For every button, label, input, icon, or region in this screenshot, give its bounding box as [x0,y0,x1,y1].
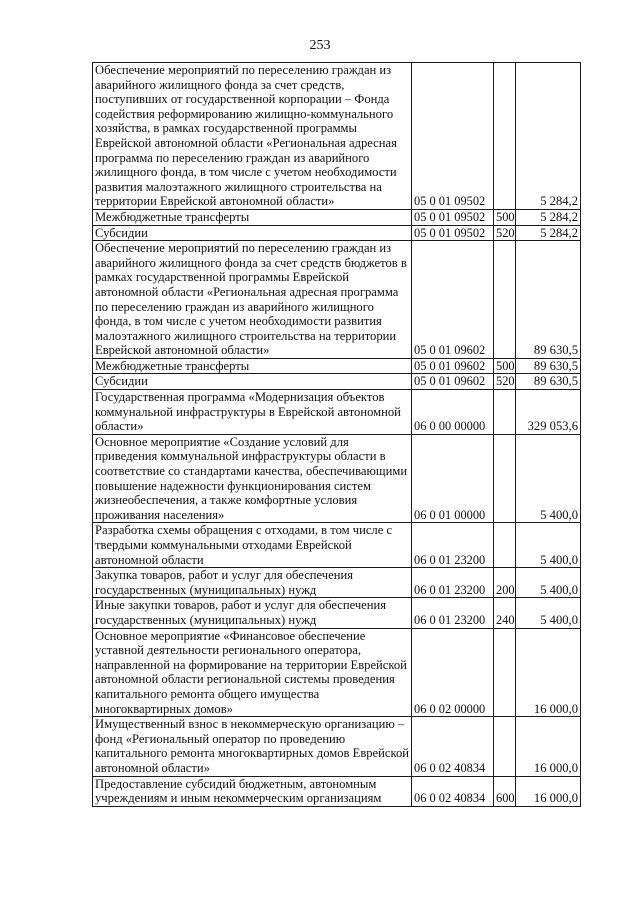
row-name: Субсидии [93,225,412,241]
row-expense-type: 240 [494,598,516,628]
row-name: Иные закупки товаров, работ и услуг для обеспечения государственных (муниципальных) нужд [93,598,412,628]
row-code: 05 0 01 09502 [412,209,494,225]
table-row [93,523,581,568]
row-expense-type [494,717,516,776]
row-code: 05 0 01 09602 [412,241,494,359]
table-row [93,63,581,210]
row-amount: 5 400,0 [516,434,581,523]
row-name: Обеспечение мероприятий по переселению граждан из аварийного жилищного фонда за счет средств, поступивших от государственной корпорации – Фонда содействия реформированию жилищно-коммунального хозяйства, в рамках государственной программы Еврейской автономной области «Региональная адресная программа по переселению граждан из аварийного жилищного фонда, в том числе с учетом необходимости развития малоэтажного жилищного строительства на территории Еврейской автономной области» [93,63,412,210]
row-amount: 16 000,0 [516,717,581,776]
row-code: 06 0 01 00000 [412,434,494,523]
row-amount: 5 400,0 [516,568,581,598]
table-row [93,776,581,806]
row-amount: 16 000,0 [516,628,581,717]
table-row [93,717,581,776]
row-amount: 89 630,5 [516,241,581,359]
row-expense-type [494,241,516,359]
row-expense-type: 520 [494,225,516,241]
row-expense-type: 500 [494,209,516,225]
row-name: Межбюджетные трансферты [93,358,412,374]
row-name: Основное мероприятие «Создание условий для приведения коммунальной инфраструктуры области в соответствие со стандартами качества, обеспечивающими повышение надежности функционирования систем жизнеобеспечения, а также комфортные условия проживания населения» [93,434,412,523]
row-name: Разработка схемы обращения с отходами, в том числе с твердыми коммунальными отходами Еврейской автономной области [93,523,412,568]
row-code: 06 0 01 23200 [412,568,494,598]
row-name: Обеспечение мероприятий по переселению граждан из аварийного жилищного фонда за счет средств бюджетов в рамках государственной программы Еврейской автономной области «Региональная адресная программа по переселению граждан из аварийного жилищного фонда, в том числе с учетом необходимости развития малоэтажного жилищного строительства на территории Еврейской автономной области» [93,241,412,359]
row-name: Имущественный взнос в некоммерческую организацию – фонд «Региональный оператор по проведению капитального ремонта многоквартирных домов Еврейской автономной области» [93,717,412,776]
row-amount: 89 630,5 [516,358,581,374]
row-expense-type [494,63,516,210]
table-row [93,390,581,435]
row-expense-type: 520 [494,374,516,390]
budget-table-body [93,63,581,807]
table-row [93,225,581,241]
row-code: 05 0 01 09502 [412,63,494,210]
row-amount: 5 400,0 [516,523,581,568]
row-code: 05 0 01 09602 [412,358,494,374]
row-amount: 329 053,6 [516,390,581,435]
table-row [93,598,581,628]
row-name: Межбюджетные трансферты [93,209,412,225]
row-amount: 5 284,2 [516,209,581,225]
row-code: 06 0 02 00000 [412,628,494,717]
row-expense-type: 200 [494,568,516,598]
row-name: Государственная программа «Модернизация объектов коммунальной инфраструктуры в Еврейской автономной области» [93,390,412,435]
row-expense-type: 500 [494,358,516,374]
row-code: 06 0 02 40834 [412,776,494,806]
row-code: 06 0 02 40834 [412,717,494,776]
row-code: 06 0 00 00000 [412,390,494,435]
row-expense-type: 600 [494,776,516,806]
row-code: 06 0 01 23200 [412,523,494,568]
table-row [93,209,581,225]
row-code: 06 0 01 23200 [412,598,494,628]
table-row [93,358,581,374]
table-row [93,434,581,523]
table-row [93,241,581,359]
row-name: Субсидии [93,374,412,390]
table-row [93,568,581,598]
row-amount: 89 630,5 [516,374,581,390]
row-amount: 16 000,0 [516,776,581,806]
row-amount: 5 400,0 [516,598,581,628]
row-amount: 5 284,2 [516,63,581,210]
page-number: 253 [309,38,331,53]
row-expense-type [494,434,516,523]
row-expense-type [494,628,516,717]
row-name: Основное мероприятие «Финансовое обеспечение уставной деятельности регионального оператора, направленной на формирование на территории Еврейской автономной области региональной системы проведения капитального ремонта общего имущества многоквартирных домов» [93,628,412,717]
row-amount: 5 284,2 [516,225,581,241]
row-name: Закупка товаров, работ и услуг для обеспечения государственных (муниципальных) нужд [93,568,412,598]
table-row [93,374,581,390]
row-expense-type [494,390,516,435]
row-code: 05 0 01 09602 [412,374,494,390]
row-name: Предоставление субсидий бюджетным, автономным учреждениям и иным некоммерческим организациям [93,776,412,806]
row-expense-type [494,523,516,568]
budget-table [92,62,581,807]
row-code: 05 0 01 09502 [412,225,494,241]
table-row [93,628,581,717]
